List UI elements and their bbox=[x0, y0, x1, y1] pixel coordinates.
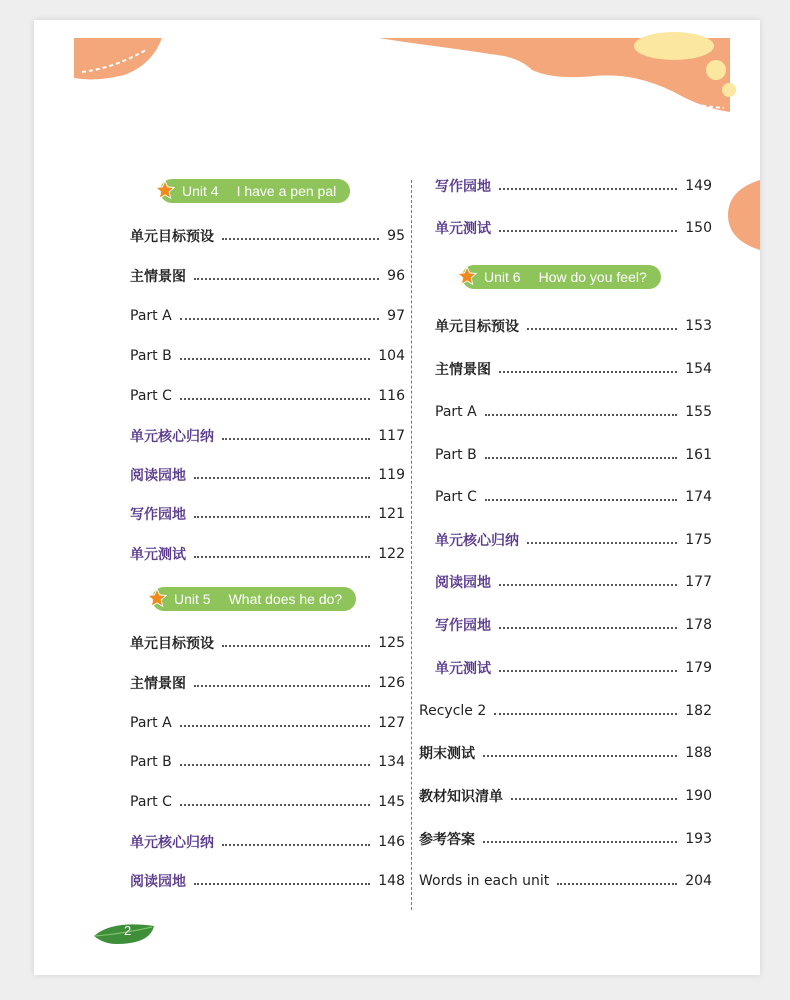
dot-leader bbox=[222, 645, 370, 647]
dot-leader bbox=[485, 499, 677, 501]
toc-label: 单元目标预设 bbox=[130, 229, 214, 245]
toc-row[interactable] bbox=[130, 385, 405, 407]
toc-page-number: 155 bbox=[685, 404, 712, 420]
dot-leader bbox=[180, 804, 370, 806]
dot-leader bbox=[180, 398, 370, 400]
toc-page-number: 153 bbox=[685, 318, 712, 334]
dot-leader bbox=[485, 414, 678, 416]
unit-title: What does he do? bbox=[228, 591, 343, 607]
toc-label: Part C bbox=[130, 388, 172, 404]
toc-page-number: 126 bbox=[378, 675, 405, 691]
toc-label: Part C bbox=[130, 794, 172, 810]
toc-row[interactable] bbox=[130, 425, 405, 447]
unit-number: Unit 6 bbox=[484, 269, 521, 285]
unit5-header bbox=[152, 586, 356, 612]
toc-label: 单元测试 bbox=[435, 661, 491, 677]
dot-leader bbox=[499, 584, 677, 586]
toc-label: 主情景图 bbox=[130, 269, 186, 285]
toc-page-number: 182 bbox=[685, 703, 712, 719]
toc-row[interactable] bbox=[130, 265, 405, 287]
toc-label: 主情景图 bbox=[130, 676, 186, 692]
toc-label: Part B bbox=[130, 754, 172, 770]
toc-row[interactable] bbox=[130, 464, 405, 486]
toc-page-number: 146 bbox=[378, 834, 405, 850]
toc-label: Recycle 2 bbox=[419, 703, 487, 719]
toc-page-number: 190 bbox=[685, 788, 712, 804]
toc-label: 教材知识清单 bbox=[419, 789, 503, 805]
toc-row[interactable] bbox=[435, 571, 712, 593]
star-icon bbox=[456, 264, 478, 288]
toc-row[interactable] bbox=[130, 870, 405, 892]
toc-row[interactable] bbox=[435, 401, 712, 423]
toc-label: 阅读园地 bbox=[435, 575, 491, 591]
book-page bbox=[34, 20, 760, 975]
toc-row[interactable] bbox=[419, 785, 712, 807]
toc-page-number: 154 bbox=[685, 361, 712, 377]
toc-label: 写作园地 bbox=[130, 507, 186, 523]
toc-label: 单元核心归纳 bbox=[130, 835, 214, 851]
toc-row[interactable] bbox=[435, 486, 712, 508]
toc-page-number: 117 bbox=[378, 428, 405, 444]
dot-leader bbox=[222, 438, 370, 440]
toc-label: 主情景图 bbox=[435, 362, 491, 378]
toc-label: 写作园地 bbox=[435, 179, 491, 195]
toc-label: Part A bbox=[130, 308, 172, 324]
toc-label: 单元目标预设 bbox=[435, 319, 519, 335]
toc-row[interactable] bbox=[419, 828, 712, 850]
dot-leader bbox=[194, 556, 370, 558]
toc-row[interactable] bbox=[130, 791, 405, 813]
toc-page-number: 127 bbox=[378, 715, 405, 731]
toc-row[interactable] bbox=[435, 358, 712, 380]
toc-row[interactable] bbox=[130, 543, 405, 565]
dot-leader bbox=[483, 755, 677, 757]
toc-row[interactable] bbox=[130, 503, 405, 525]
dot-leader bbox=[483, 841, 677, 843]
dot-leader bbox=[499, 371, 677, 373]
toc-page-number: 178 bbox=[685, 617, 712, 633]
dot-leader bbox=[499, 188, 677, 190]
toc-page-number: 122 bbox=[378, 546, 405, 562]
toc-row[interactable] bbox=[130, 831, 405, 853]
toc-row[interactable] bbox=[435, 315, 712, 337]
toc-label: Part B bbox=[435, 447, 477, 463]
dot-leader bbox=[494, 713, 677, 715]
toc-page-number: 150 bbox=[685, 220, 712, 236]
toc-page-number: 204 bbox=[685, 873, 712, 889]
toc-label: 单元目标预设 bbox=[130, 636, 214, 652]
toc-row[interactable] bbox=[130, 305, 405, 327]
dot-leader bbox=[222, 844, 370, 846]
toc-row[interactable] bbox=[130, 345, 405, 367]
dot-leader bbox=[180, 318, 380, 320]
toc-row[interactable] bbox=[419, 870, 712, 892]
toc-row[interactable] bbox=[435, 444, 712, 466]
toc-row[interactable] bbox=[130, 632, 405, 654]
toc-page-number: 134 bbox=[378, 754, 405, 770]
dot-leader bbox=[194, 883, 370, 885]
toc-row[interactable] bbox=[435, 614, 712, 636]
toc-page-number: 161 bbox=[685, 447, 712, 463]
dot-leader bbox=[527, 542, 677, 544]
toc-label: Part B bbox=[130, 348, 172, 364]
toc-label: Part A bbox=[130, 715, 172, 731]
unit-title: How do you feel? bbox=[538, 269, 647, 285]
dot-leader bbox=[180, 725, 371, 727]
toc-label: 阅读园地 bbox=[130, 874, 186, 890]
toc-page-number: 116 bbox=[378, 388, 405, 404]
dot-leader bbox=[557, 883, 677, 885]
toc-label: Part C bbox=[435, 489, 477, 505]
toc-label: 单元核心归纳 bbox=[435, 533, 519, 549]
star-icon bbox=[154, 178, 176, 202]
toc-page-number: 188 bbox=[685, 745, 712, 761]
toc-page-number: 95 bbox=[387, 228, 405, 244]
unit-number: Unit 5 bbox=[174, 591, 211, 607]
toc-row[interactable] bbox=[419, 742, 712, 764]
header-decoration bbox=[34, 20, 760, 130]
dot-leader bbox=[499, 627, 677, 629]
toc-page-number: 174 bbox=[685, 489, 712, 505]
toc-row[interactable] bbox=[435, 175, 712, 197]
toc-label: 期末测试 bbox=[419, 746, 475, 762]
dot-leader bbox=[499, 670, 677, 672]
toc-label: 阅读园地 bbox=[130, 468, 186, 484]
unit-title: I have a pen pal bbox=[236, 183, 337, 199]
toc-page-number: 193 bbox=[685, 831, 712, 847]
page-number: 2 bbox=[124, 923, 132, 938]
toc-page-number: 121 bbox=[378, 506, 405, 522]
dot-leader bbox=[527, 328, 677, 330]
toc-page-number: 145 bbox=[378, 794, 405, 810]
column-divider bbox=[411, 180, 412, 910]
toc-page-number: 175 bbox=[685, 532, 712, 548]
dot-leader bbox=[180, 358, 371, 360]
toc-page-number: 119 bbox=[378, 467, 405, 483]
dot-leader bbox=[222, 238, 379, 240]
toc-page-number: 125 bbox=[378, 635, 405, 651]
toc-label: 单元测试 bbox=[130, 547, 186, 563]
unit4-header bbox=[160, 178, 350, 204]
toc-page-number: 179 bbox=[685, 660, 712, 676]
toc-page-number: 148 bbox=[378, 873, 405, 889]
dot-leader bbox=[499, 230, 677, 232]
dot-leader bbox=[485, 457, 678, 459]
toc-label: Part A bbox=[435, 404, 477, 420]
unit-number: Unit 4 bbox=[182, 183, 219, 199]
toc-page-number: 104 bbox=[378, 348, 405, 364]
dot-leader bbox=[194, 477, 370, 479]
toc-page-number: 177 bbox=[685, 574, 712, 590]
toc-row[interactable] bbox=[435, 657, 712, 679]
side-decoration bbox=[720, 170, 760, 260]
toc-row[interactable] bbox=[130, 751, 405, 773]
dot-leader bbox=[194, 516, 370, 518]
toc-label: 参考答案 bbox=[419, 832, 475, 848]
toc-page-number: 149 bbox=[685, 178, 712, 194]
dot-leader bbox=[194, 278, 379, 280]
toc-page-number: 96 bbox=[387, 268, 405, 284]
toc-row[interactable] bbox=[130, 672, 405, 694]
toc-row[interactable] bbox=[435, 217, 712, 239]
toc-page-number: 97 bbox=[387, 308, 405, 324]
dot-leader bbox=[511, 798, 677, 800]
toc-row[interactable] bbox=[130, 712, 405, 734]
toc-label: 单元测试 bbox=[435, 221, 491, 237]
toc-row[interactable] bbox=[435, 529, 712, 551]
dot-leader bbox=[194, 685, 370, 687]
unit6-header bbox=[462, 264, 661, 290]
toc-label: 单元核心归纳 bbox=[130, 429, 214, 445]
dot-leader bbox=[180, 764, 371, 766]
star-icon bbox=[146, 586, 168, 610]
toc-row[interactable] bbox=[419, 700, 712, 722]
toc-label: 写作园地 bbox=[435, 618, 491, 634]
toc-label: Words in each unit bbox=[419, 873, 550, 889]
toc-row[interactable] bbox=[130, 225, 405, 247]
